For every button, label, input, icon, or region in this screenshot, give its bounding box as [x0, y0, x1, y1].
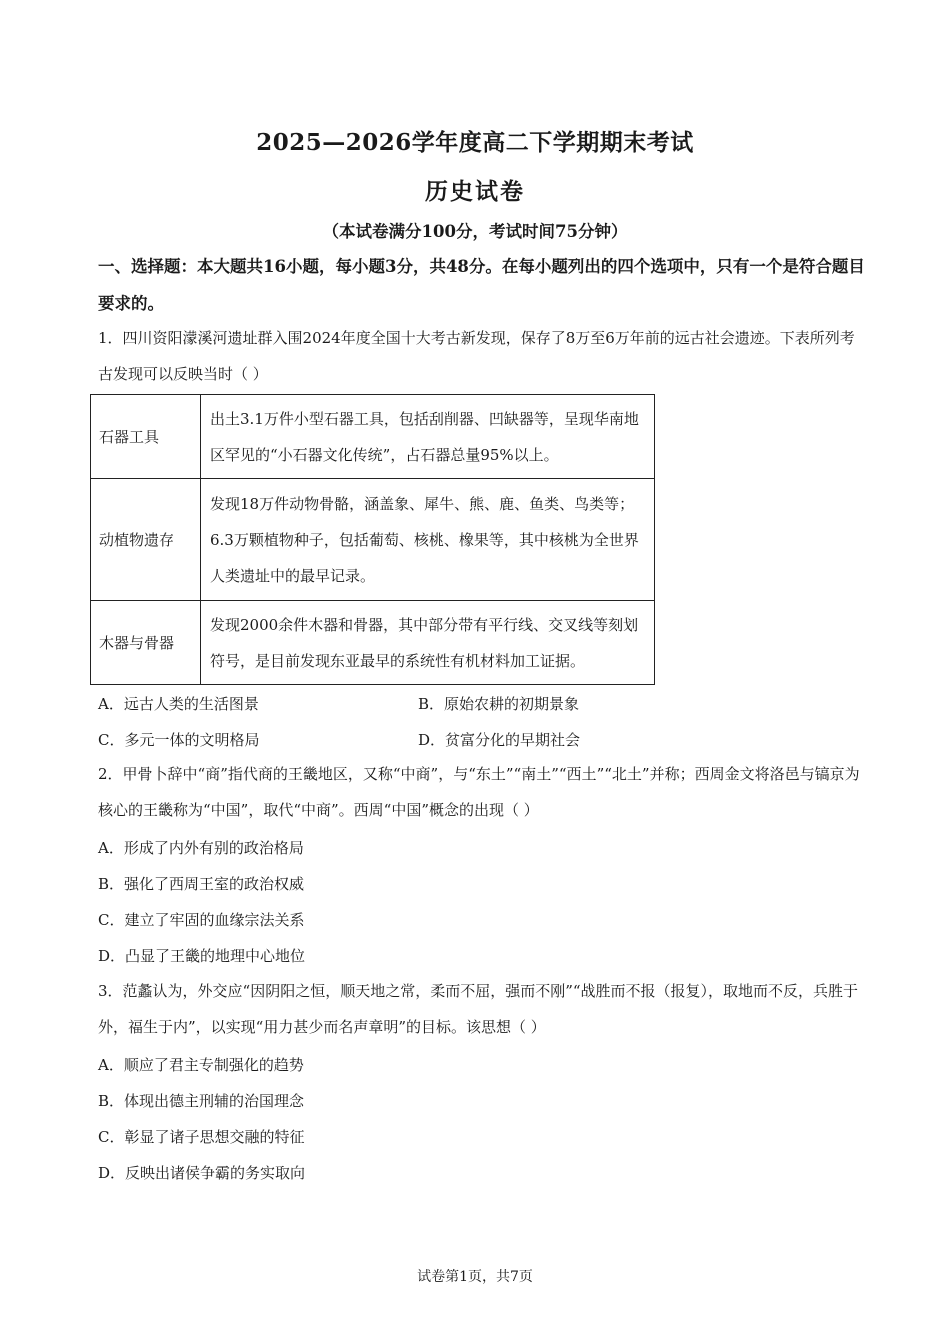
table-value: 发现18万件动物骨骼，涵盖象、犀牛、熊、鹿、鱼类、鸟类等；6.3万颗植物种子，包括葡萄、核桃、橡果等，其中核桃为全世界人类遗址中的最早记录。	[201, 479, 655, 601]
question-3-option-d: D．反映出诸侯争霸的务实取向	[98, 1164, 306, 1182]
question-1-option-a: A．远古人类的生活图景	[98, 695, 259, 713]
question-1-option-d: D．贫富分化的早期社会	[418, 731, 581, 749]
question-3-option-c: C．彰显了诸子思想交融的特征	[98, 1128, 305, 1146]
question-2-option-b: B．强化了西周王室的政治权威	[98, 875, 305, 893]
table-key: 动植物遗存	[91, 479, 201, 601]
exam-subject-title: 历史试卷	[425, 178, 525, 205]
question-1-option-b: B．原始农耕的初期景象	[418, 695, 580, 713]
question-3-option-a: A．顺应了君主专制强化的趋势	[98, 1056, 304, 1074]
exam-info: （本试卷满分100分，考试时间75分钟）	[322, 222, 628, 241]
table-key: 木器与骨器	[91, 601, 201, 685]
question-1-stem: 1．四川资阳濛溪河遗址群入围2024年度全国十大考古新发现，保存了8万至6万年前的远古社会遗迹。下表所列考古发现可以反映当时（ ）	[98, 329, 855, 383]
exam-title: 2025—2026学年度高二下学期期末考试	[256, 129, 694, 156]
table-row	[91, 601, 655, 685]
table-key: 石器工具	[91, 395, 201, 479]
page-number: 试卷第1页，共7页	[417, 1269, 533, 1285]
section-heading: 一、选择题：本大题共16小题，每小题3分，共48分。在每小题列出的四个选项中，只有一个是符合题目要求的。	[98, 257, 865, 313]
table-value: 发现2000余件木器和骨器，其中部分带有平行线、交叉线等刻划符号，是目前发现东亚最早的系统性有机材料加工证据。	[201, 601, 655, 685]
question-2-stem: 2．甲骨卜辞中“商”指代商的王畿地区，又称“中商”，与“东土”“南土”“西土”“北土”并称；西周金文将洛邑与镐京为核心的王畿称为“中国”，取代“中商”。西周“中国”概念的出现（ ）	[98, 765, 860, 819]
table-row	[91, 479, 655, 601]
table-row	[91, 395, 655, 479]
table-value: 出土3.1万件小型石器工具，包括刮削器、凹缺器等，呈现华南地区罕见的“小石器文化传统”，占石器总量95%以上。	[201, 395, 655, 479]
question-1-table	[90, 394, 655, 685]
question-3-stem: 3．范蠡认为，外交应“因阴阳之恒，顺天地之常，柔而不屈，强而不刚”“战胜而不报（报复），取地而不反，兵胜于外，福生于内”，以实现“用力甚少而名声章明”的目标。该思想（ ）	[98, 982, 859, 1036]
question-2-option-a: A．形成了内外有别的政治格局	[98, 839, 304, 857]
question-3-option-b: B．体现出德主刑辅的治国理念	[98, 1092, 305, 1110]
question-2-option-c: C．建立了牢固的血缘宗法关系	[98, 911, 305, 929]
question-2-option-d: D．凸显了王畿的地理中心地位	[98, 947, 306, 965]
question-1-option-c: C．多元一体的文明格局	[98, 731, 260, 749]
